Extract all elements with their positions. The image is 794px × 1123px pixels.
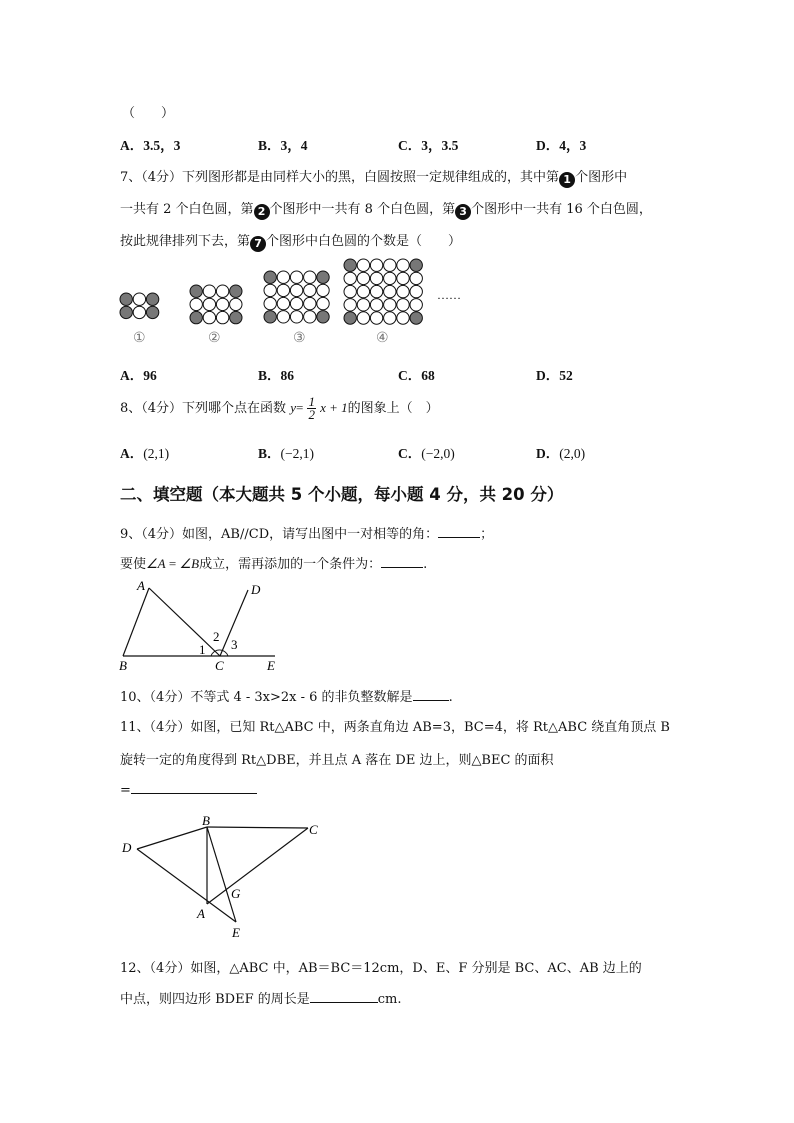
label-B: B — [119, 658, 127, 673]
white-circle — [277, 297, 289, 309]
black-circle — [146, 306, 158, 318]
white-circle — [397, 299, 409, 311]
circled-number-7: 7 — [250, 236, 266, 252]
black-circle — [230, 311, 242, 323]
answer-blank — [131, 781, 257, 794]
white-circle — [384, 299, 396, 311]
white-circle — [290, 297, 302, 309]
q7-line2: 一共有 2 个白色圆，第 2 个图形中一共有 8 个白色圆，第 3 个图形中一共有 16 个白色圆， — [120, 202, 652, 218]
q11-rotation-figure — [115, 812, 330, 942]
label-E: E — [232, 925, 240, 940]
white-circle — [344, 272, 356, 284]
q8-option-c: C．(−2,0) — [398, 446, 455, 461]
label-C: C — [215, 658, 224, 673]
white-circle — [290, 271, 302, 283]
white-circle — [304, 284, 316, 296]
white-circle — [397, 312, 409, 324]
black-circle — [120, 293, 132, 305]
answer-blank — [413, 688, 449, 701]
q11-line1: 11、（4分）如图，已知 Rt△ABC 中，两条直角边 AB=3，BC=4，将 Rt△ABC 绕直角顶点 B — [120, 720, 670, 735]
q8-option-a: A．(2,1) — [120, 446, 170, 461]
white-circle — [384, 285, 396, 297]
black-circle — [344, 259, 356, 271]
figure-label-2: ② — [208, 330, 221, 346]
white-circle — [203, 298, 215, 310]
white-circle — [357, 272, 369, 284]
white-circle — [410, 285, 422, 297]
q7-line3: 按此规律排列下去，第 7 个图形中白色圆的个数是（ ） — [120, 234, 462, 250]
white-circle — [230, 298, 242, 310]
white-circle — [133, 306, 145, 318]
white-circle — [264, 284, 276, 296]
answer-blank — [310, 990, 378, 1003]
black-circle — [120, 306, 132, 318]
black-circle — [317, 311, 329, 323]
label-G: G — [231, 886, 241, 901]
white-circle — [370, 285, 382, 297]
label-C: C — [309, 822, 318, 837]
white-circle — [290, 284, 302, 296]
q12-line2: 中点，则四边形 BDEF 的周长是 cm. — [120, 992, 402, 1007]
angle-label-3: 3 — [231, 637, 238, 652]
white-circle — [344, 299, 356, 311]
angle-label-1: 1 — [199, 642, 206, 657]
white-circle — [290, 311, 302, 323]
white-circle — [277, 311, 289, 323]
white-circle — [216, 311, 228, 323]
label-B: B — [202, 813, 210, 828]
white-circle — [370, 312, 382, 324]
q11-line3: = — [120, 781, 257, 798]
angle-label-2: 2 — [213, 629, 220, 644]
white-circle — [216, 285, 228, 297]
circled-number-2: 2 — [254, 204, 270, 220]
white-circle — [384, 312, 396, 324]
figure-label-1: ① — [133, 330, 146, 346]
white-circle — [370, 299, 382, 311]
black-circle — [190, 311, 202, 323]
black-circle — [264, 271, 276, 283]
white-circle — [317, 297, 329, 309]
white-circle — [216, 298, 228, 310]
white-circle — [370, 272, 382, 284]
q9-line2: 要使∠A = ∠B成立，需再添加的一个条件为： . — [120, 556, 428, 572]
black-circle — [146, 293, 158, 305]
white-circle — [264, 297, 276, 309]
black-circle — [190, 285, 202, 297]
label-D: D — [251, 582, 261, 597]
white-circle — [397, 272, 409, 284]
white-circle — [304, 311, 316, 323]
section-heading: 二、填空题（本大题共 5 个小题，每小题 4 分，共 20 分） — [120, 485, 564, 504]
white-circle — [397, 259, 409, 271]
q7-option-b: B．86 — [258, 368, 295, 383]
q7-option-d: D．52 — [536, 368, 573, 383]
circled-number-1: 1 — [559, 172, 575, 188]
white-circle — [357, 299, 369, 311]
q8-stem: 8、（4分）下列哪个点在函数 y= $\frac{1}{2}$ x + 1的图象上（ ） — [120, 394, 439, 422]
q7-option-a: A．96 — [120, 368, 157, 383]
q6-option-c: C．3，3.5 — [398, 138, 459, 153]
q8-option-b: B．(−2,1) — [258, 446, 314, 461]
figure-label-3: ③ — [293, 330, 306, 346]
white-circle — [304, 271, 316, 283]
black-circle — [264, 311, 276, 323]
white-circle — [190, 298, 202, 310]
q6-option-a: A．3.5，3 — [120, 138, 181, 153]
q7-line1: 7、（4分）下列图形都是由同样大小的黑，白圆按照一定规律组成的，其中第 1 个图形中 — [120, 170, 628, 186]
answer-blank — [381, 555, 423, 568]
answer-blank — [438, 525, 480, 538]
white-circle — [344, 285, 356, 297]
q6-option-d: D．4，3 — [536, 138, 587, 153]
q9-parallel-lines-figure — [115, 578, 285, 673]
white-circle — [277, 271, 289, 283]
label-A: A — [137, 578, 145, 593]
q10-stem: 10、（4分）不等式 4 - 3x>2x - 6 的非负整数解是 . — [120, 690, 453, 705]
white-circle — [203, 285, 215, 297]
white-circle — [133, 293, 145, 305]
black-circle — [410, 259, 422, 271]
figure-label-4: ④ — [376, 330, 389, 346]
label-D: D — [122, 840, 132, 855]
white-circle — [370, 259, 382, 271]
label-E: E — [267, 658, 275, 673]
white-circle — [203, 311, 215, 323]
white-circle — [384, 259, 396, 271]
black-circle — [410, 312, 422, 324]
white-circle — [304, 297, 316, 309]
circled-number-3: 3 — [455, 204, 471, 220]
white-circle — [410, 272, 422, 284]
white-circle — [357, 285, 369, 297]
white-circle — [397, 285, 409, 297]
white-circle — [384, 272, 396, 284]
black-circle — [230, 285, 242, 297]
q11-line2: 旋转一定的角度得到 Rt△DBE，并且点 A 落在 DE 边上，则△BEC 的面积 — [120, 753, 554, 768]
label-A: A — [197, 906, 205, 921]
black-circle — [344, 312, 356, 324]
pattern-ellipsis: …… — [437, 288, 461, 302]
q6-answer-paren: （ ） — [122, 106, 175, 121]
q6-option-b: B．3，4 — [258, 138, 308, 153]
white-circle — [357, 259, 369, 271]
white-circle — [317, 284, 329, 296]
fraction-one-half: $\frac{1}{2}$ — [308, 394, 315, 422]
q12-line1: 12、（4分）如图，△ABC 中，AB＝BC＝12cm，D、E、F 分别是 BC、AC、AB 边上的 — [120, 961, 642, 976]
q9-line1: 9、（4分）如图，AB//CD，请写出图中一对相等的角： ； — [120, 527, 494, 542]
white-circle — [357, 312, 369, 324]
black-circle — [317, 271, 329, 283]
white-circle — [410, 299, 422, 311]
q8-option-d: D．(2,0) — [536, 446, 586, 461]
white-circle — [277, 284, 289, 296]
q7-option-c: C．68 — [398, 368, 435, 383]
q7-pattern-figure — [110, 255, 470, 355]
